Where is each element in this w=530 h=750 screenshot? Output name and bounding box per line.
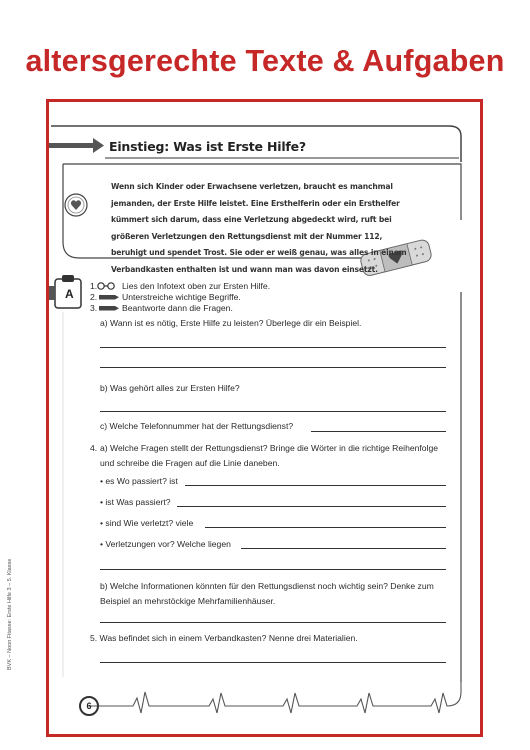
page-banner-title: altersgerechte Texte & Aufgaben	[25, 44, 505, 78]
task-badge: A	[65, 287, 74, 301]
question-number: 4.	[90, 443, 98, 453]
answer-line[interactable]	[241, 548, 446, 549]
step-text: Unterstreiche wichtige Begriffe.	[122, 292, 241, 302]
pencil-icon	[99, 295, 119, 300]
answer-line[interactable]	[100, 411, 446, 412]
answer-line[interactable]	[100, 347, 446, 348]
question-4a: a) Welche Fragen stellt der Rettungsdienst? Bringe die Wörter in die richtige Reihenfolge und schreibe die Fragen auf die Linie daneben.	[100, 443, 439, 468]
question-3c: c) Welche Telefonnummer hat der Rettungsdienst?	[100, 421, 294, 431]
arrow-icon	[49, 138, 104, 153]
scrambled-question: • sind Wie verletzt? viele	[100, 518, 194, 528]
answer-line[interactable]	[205, 527, 446, 528]
step-text: Lies den Infotext oben zur Ersten Hilfe.	[122, 281, 271, 291]
intro-text: Wenn sich Kinder oder Erwachsene verletzen, braucht es manchmal jemanden, der Erste Hilfe leistet. Eine Ersthelferin oder ein Ersthelfer kümmert sich darum, dass eine Verletzung abgedeckt wird, ruft bei größeren Verletzungen den Rettungsdienst mit der Nummer 112, beruhigt und spendet Trost. Sie oder er weiß genau, was alles in einem Verbandkasten enthalten ist und wann man was davon einsetzt.	[111, 182, 407, 274]
copyright-side-text: BVK – Noon Fitasse: Erste Hilfe 3 – 5. Klasse	[7, 558, 13, 670]
scrambled-question: • es Wo passiert? ist	[100, 476, 178, 486]
answer-line[interactable]	[185, 485, 446, 486]
step-number: 1.	[90, 281, 98, 291]
question-4b: b) Welche Informationen könnten für den Rettungsdienst noch wichtig sein? Denke zum Beispiel an mehrstöckige Mehrfamilienhäuser.	[100, 581, 434, 606]
answer-line[interactable]	[100, 662, 446, 663]
answer-line[interactable]	[311, 431, 446, 432]
page-number: 6	[79, 696, 99, 716]
heartbeat-line	[89, 682, 461, 713]
question-5: 5. Was befindet sich in einem Verbandkasten? Nenne drei Materialien.	[90, 633, 358, 643]
answer-line[interactable]	[100, 569, 446, 570]
worksheet-frame	[7, 99, 483, 737]
question-3b: b) Was gehört alles zur Ersten Hilfe?	[100, 383, 240, 393]
worksheet-title: Einstieg: Was ist Erste Hilfe?	[109, 139, 306, 154]
heart-icon	[65, 194, 87, 216]
answer-line[interactable]	[100, 622, 446, 623]
step-text: Beantworte dann die Fragen.	[122, 303, 233, 313]
scrambled-question: • ist Was passiert?	[100, 497, 171, 507]
glasses-icon	[98, 283, 114, 289]
step-number: 3.	[90, 303, 98, 313]
pencil-icon	[99, 306, 119, 311]
scrambled-question: • Verletzungen vor? Welche liegen	[100, 539, 231, 549]
step-number: 2.	[90, 292, 98, 302]
question-3a: a) Wann ist es nötig, Erste Hilfe zu leisten? Überlege dir ein Beispiel.	[100, 318, 362, 328]
answer-line[interactable]	[100, 367, 446, 368]
answer-line[interactable]	[177, 506, 446, 507]
